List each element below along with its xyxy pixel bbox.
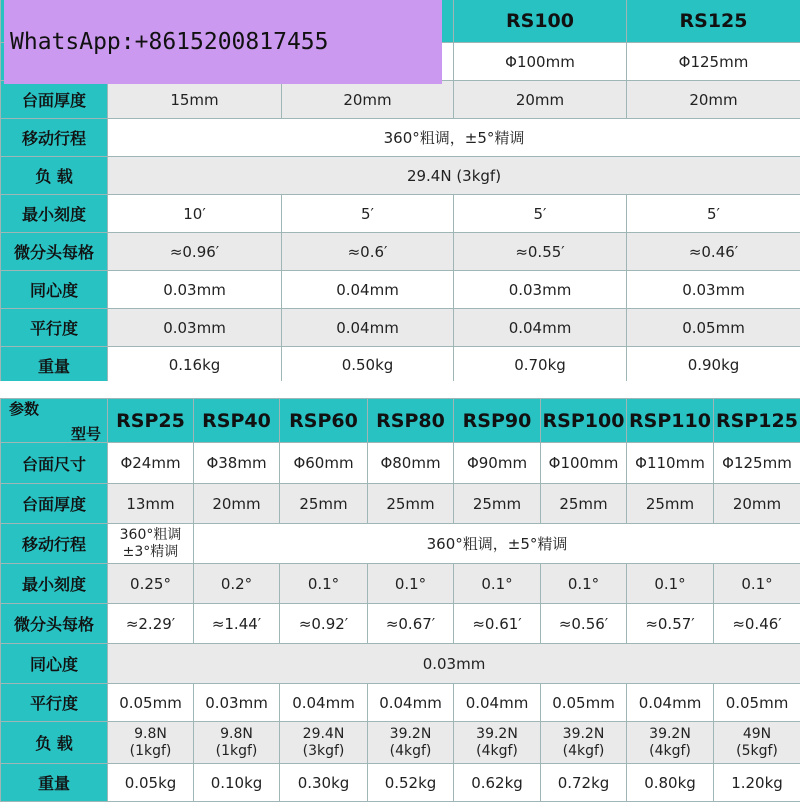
cell: 25mm [541, 484, 627, 524]
cell: 0.90kg [627, 347, 800, 384]
merged-cell: 0.03mm [108, 644, 800, 684]
cell: Φ80mm [368, 443, 454, 484]
cell: 0.04mm [627, 684, 714, 722]
cell: ≈1.44′ [194, 604, 280, 644]
cell: 0.03mm [454, 271, 627, 309]
cell: 0.1° [368, 564, 454, 604]
cell: 20mm [194, 484, 280, 524]
cell: 15mm [108, 81, 282, 119]
corner-param-label: 参数 [9, 399, 39, 419]
row-label: 重量 [1, 347, 108, 384]
cell: 0.80kg [627, 764, 714, 802]
merged-cell: 29.4N (3kgf) [108, 157, 800, 195]
cell: 0.05mm [541, 684, 627, 722]
merged-cell: 360°粗调，±5°精调 [108, 119, 800, 157]
cell: 39.2N (4kgf) [627, 722, 714, 764]
cell: 5′ [627, 195, 800, 233]
cell: 0.1° [280, 564, 368, 604]
whatsapp-watermark: WhatsApp:+8615200817455 [4, 0, 442, 84]
cell: 0.05mm [108, 684, 194, 722]
cell: Φ110mm [627, 443, 714, 484]
model-header: RSP40 [194, 399, 280, 443]
cell: ≈0.92′ [280, 604, 368, 644]
cell: 0.1° [627, 564, 714, 604]
model-header: RSP80 [368, 399, 454, 443]
cell: 360°粗调 ±3°精调 [108, 524, 194, 564]
cell: Φ38mm [194, 443, 280, 484]
cell: Φ24mm [108, 443, 194, 484]
row-label: 移动行程 [1, 119, 108, 157]
cell: 0.70kg [454, 347, 627, 384]
cell: 0.04mm [282, 271, 454, 309]
cell: 0.03mm [108, 309, 282, 347]
cell: 9.8N (1kgf) [108, 722, 194, 764]
cell: 29.4N (3kgf) [280, 722, 368, 764]
rsp-spec-table [0, 398, 800, 802]
cell: ≈0.55′ [454, 233, 627, 271]
cell: 0.25° [108, 564, 194, 604]
model-header: RSP100 [541, 399, 627, 443]
cell: 9.8N (1kgf) [194, 722, 280, 764]
row-label: 负 载 [1, 722, 108, 764]
corner-model-label: 型号 [71, 423, 101, 443]
cell: ≈0.57′ [627, 604, 714, 644]
cell: ≈0.46′ [627, 233, 800, 271]
cell: Φ60mm [280, 443, 368, 484]
row-label: 台面厚度 [1, 81, 108, 119]
cell: 0.05mm [714, 684, 800, 722]
cell: 0.03mm [194, 684, 280, 722]
cell: 0.1° [454, 564, 541, 604]
merged-cell: 360°粗调，±5°精调 [194, 524, 800, 564]
cell: 10′ [108, 195, 282, 233]
row-label: 负 载 [1, 157, 108, 195]
model-header: RSP60 [280, 399, 368, 443]
cell: 0.62kg [454, 764, 541, 802]
cell: 25mm [280, 484, 368, 524]
cell: ≈0.96′ [108, 233, 282, 271]
cell: 49N (5kgf) [714, 722, 800, 764]
cell: 39.2N (4kgf) [454, 722, 541, 764]
model-header: RSP110 [627, 399, 714, 443]
row-label: 重量 [1, 764, 108, 802]
cell: ≈0.6′ [282, 233, 454, 271]
cell: 0.52kg [368, 764, 454, 802]
row-label: 同心度 [1, 644, 108, 684]
row-label: 最小刻度 [1, 195, 108, 233]
cell: 0.1° [714, 564, 800, 604]
cell: 20mm [282, 81, 454, 119]
cell: 39.2N (4kgf) [541, 722, 627, 764]
diameter-cell: Φ100mm [454, 43, 627, 81]
cell: 0.05kg [108, 764, 194, 802]
cell: 5′ [454, 195, 627, 233]
cell: 0.16kg [108, 347, 282, 384]
model-header: RSP90 [454, 399, 541, 443]
cell: 0.04mm [454, 684, 541, 722]
cell: 39.2N (4kgf) [368, 722, 454, 764]
row-label: 平行度 [1, 684, 108, 722]
cell: Φ90mm [454, 443, 541, 484]
cell: 0.03mm [108, 271, 282, 309]
cell: ≈0.61′ [454, 604, 541, 644]
cell: 25mm [368, 484, 454, 524]
cell: ≈2.29′ [108, 604, 194, 644]
diameter-cell: Φ125mm [627, 43, 800, 81]
model-header: RSP25 [108, 399, 194, 443]
row-label: 最小刻度 [1, 564, 108, 604]
cell: 0.04mm [454, 309, 627, 347]
row-label: 台面厚度 [1, 484, 108, 524]
row-label: 微分头每格 [1, 604, 108, 644]
cell: 0.03mm [627, 271, 800, 309]
cell: 13mm [108, 484, 194, 524]
cell: 20mm [714, 484, 800, 524]
cell: 0.72kg [541, 764, 627, 802]
cell: 5′ [282, 195, 454, 233]
cell: 25mm [627, 484, 714, 524]
cell: ≈0.46′ [714, 604, 800, 644]
cell: 20mm [454, 81, 627, 119]
cell: ≈0.67′ [368, 604, 454, 644]
cell: 0.04mm [280, 684, 368, 722]
cell: 0.04mm [282, 309, 454, 347]
cell: 0.2° [194, 564, 280, 604]
cell: 0.04mm [368, 684, 454, 722]
cell: 0.50kg [282, 347, 454, 384]
model-header: RSP125 [714, 399, 800, 443]
model-header: RS125 [627, 0, 800, 43]
corner-header [1, 399, 108, 443]
cell: Φ100mm [541, 443, 627, 484]
row-label: 同心度 [1, 271, 108, 309]
row-label: 平行度 [1, 309, 108, 347]
cell: 25mm [454, 484, 541, 524]
cell: ≈0.56′ [541, 604, 627, 644]
cell: 0.30kg [280, 764, 368, 802]
cell: 20mm [627, 81, 800, 119]
cell: Φ125mm [714, 443, 800, 484]
model-header: RS100 [454, 0, 627, 43]
table-separator [0, 381, 800, 398]
row-label: 台面尺寸 [1, 443, 108, 484]
cell: 1.20kg [714, 764, 800, 802]
cell: 0.1° [541, 564, 627, 604]
cell: 0.10kg [194, 764, 280, 802]
cell: 0.05mm [627, 309, 800, 347]
row-label: 微分头每格 [1, 233, 108, 271]
row-label: 移动行程 [1, 524, 108, 564]
